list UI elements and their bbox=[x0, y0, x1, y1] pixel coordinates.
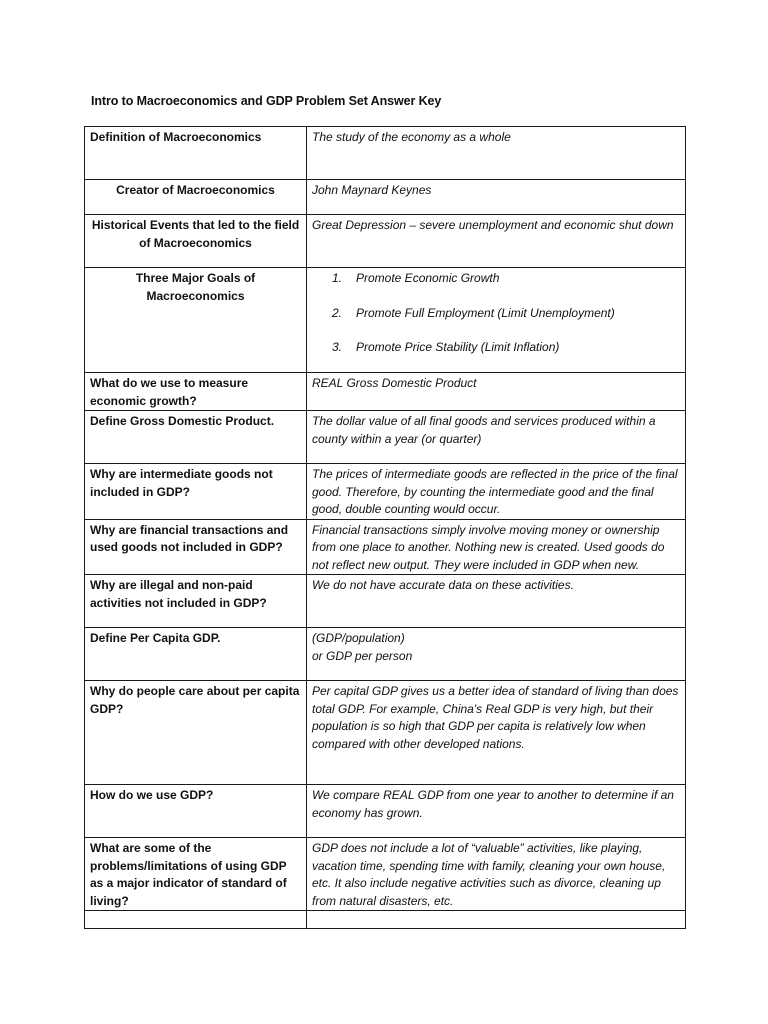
answer-cell: We compare REAL GDP from one year to another to determine if an economy has grown. bbox=[307, 785, 686, 838]
question-cell: Historical Events that led to the field of Macroeconomics bbox=[85, 215, 307, 268]
question-cell: Creator of Macroeconomics bbox=[85, 180, 307, 215]
list-number: 3. bbox=[332, 340, 343, 354]
goals-cell bbox=[307, 268, 686, 373]
table-row bbox=[85, 519, 686, 575]
question-cell: How do we use GDP? bbox=[85, 785, 307, 838]
answer-cell: The study of the economy as a whole bbox=[307, 127, 686, 180]
answer-key-table bbox=[84, 126, 686, 929]
question-cell: Why are intermediate goods not included in GDP? bbox=[85, 464, 307, 520]
answer-cell: Great Depression – severe unemployment and economic shut down bbox=[307, 215, 686, 268]
table-row bbox=[85, 180, 686, 215]
table-row bbox=[85, 464, 686, 520]
question-cell: Three Major Goals of Macroeconomics bbox=[85, 268, 307, 373]
list-item-text: Promote Economic Growth bbox=[356, 271, 500, 285]
empty-cell bbox=[85, 911, 307, 929]
list-item bbox=[332, 270, 680, 288]
table-row bbox=[85, 681, 686, 785]
table-row bbox=[85, 215, 686, 268]
question-cell: Define Gross Domestic Product. bbox=[85, 411, 307, 464]
list-item-text: Promote Price Stability (Limit Inflation) bbox=[356, 340, 560, 354]
table-row-empty bbox=[85, 911, 686, 929]
document-title: Intro to Macroeconomics and GDP Problem Set Answer Key bbox=[91, 94, 442, 108]
list-number: 1. bbox=[332, 271, 343, 285]
answer-cell: The dollar value of all final goods and services produced within a county within a year (or quarter) bbox=[307, 411, 686, 464]
list-item bbox=[332, 305, 680, 323]
answer-line: or GDP per person bbox=[312, 648, 413, 663]
table-row bbox=[85, 373, 686, 411]
question-cell: Why are financial transactions and used goods not included in GDP? bbox=[85, 519, 307, 575]
table-row bbox=[85, 127, 686, 180]
list-item bbox=[332, 339, 680, 357]
question-cell: Define Per Capita GDP. bbox=[85, 628, 307, 681]
table-row bbox=[85, 411, 686, 464]
answer-cell: John Maynard Keynes bbox=[307, 180, 686, 215]
table-row bbox=[85, 628, 686, 681]
list-item-text: Promote Full Employment (Limit Unemployment) bbox=[356, 305, 615, 320]
table-row bbox=[85, 268, 686, 373]
answer-cell: GDP does not include a lot of “valuable” activities, like playing, vacation time, spending time with family, cleaning your own house, etc. It also include negative activities such as divorce, cleaning up from natural disasters, etc. bbox=[307, 838, 686, 911]
answer-cell: The prices of intermediate goods are reflected in the price of the final good. Therefore, by counting the intermediate good and the final good, double counting would occur. bbox=[307, 464, 686, 520]
answer-cell: Financial transactions simply involve moving money or ownership from one place to another. Nothing new is created. Used goods do not reflect new output. They were included in GDP when new. bbox=[307, 519, 686, 575]
answer-cell bbox=[307, 628, 686, 681]
question-cell: Definition of Macroeconomics bbox=[85, 127, 307, 180]
empty-cell bbox=[307, 911, 686, 929]
table-row bbox=[85, 785, 686, 838]
question-cell: Why are illegal and non-paid activities not included in GDP? bbox=[85, 575, 307, 628]
answer-cell: REAL Gross Domestic Product bbox=[307, 373, 686, 411]
answer-cell: We do not have accurate data on these activities. bbox=[307, 575, 686, 628]
answer-cell: Per capital GDP gives us a better idea of standard of living than does total GDP. For example, China's Real GDP is very high, but their population is so high that GDP per capita is relatively low when compared with other developed nations. bbox=[307, 681, 686, 785]
question-cell: What are some of the problems/limitations of using GDP as a major indicator of standard of living? bbox=[85, 838, 307, 911]
list-number: 2. bbox=[332, 305, 343, 320]
table-row bbox=[85, 838, 686, 911]
question-cell: Why do people care about per capita GDP? bbox=[85, 681, 307, 785]
table-row bbox=[85, 575, 686, 628]
goals-list bbox=[312, 270, 680, 357]
question-cell: What do we use to measure economic growth? bbox=[85, 373, 307, 411]
answer-line: (GDP/population) bbox=[312, 631, 405, 645]
